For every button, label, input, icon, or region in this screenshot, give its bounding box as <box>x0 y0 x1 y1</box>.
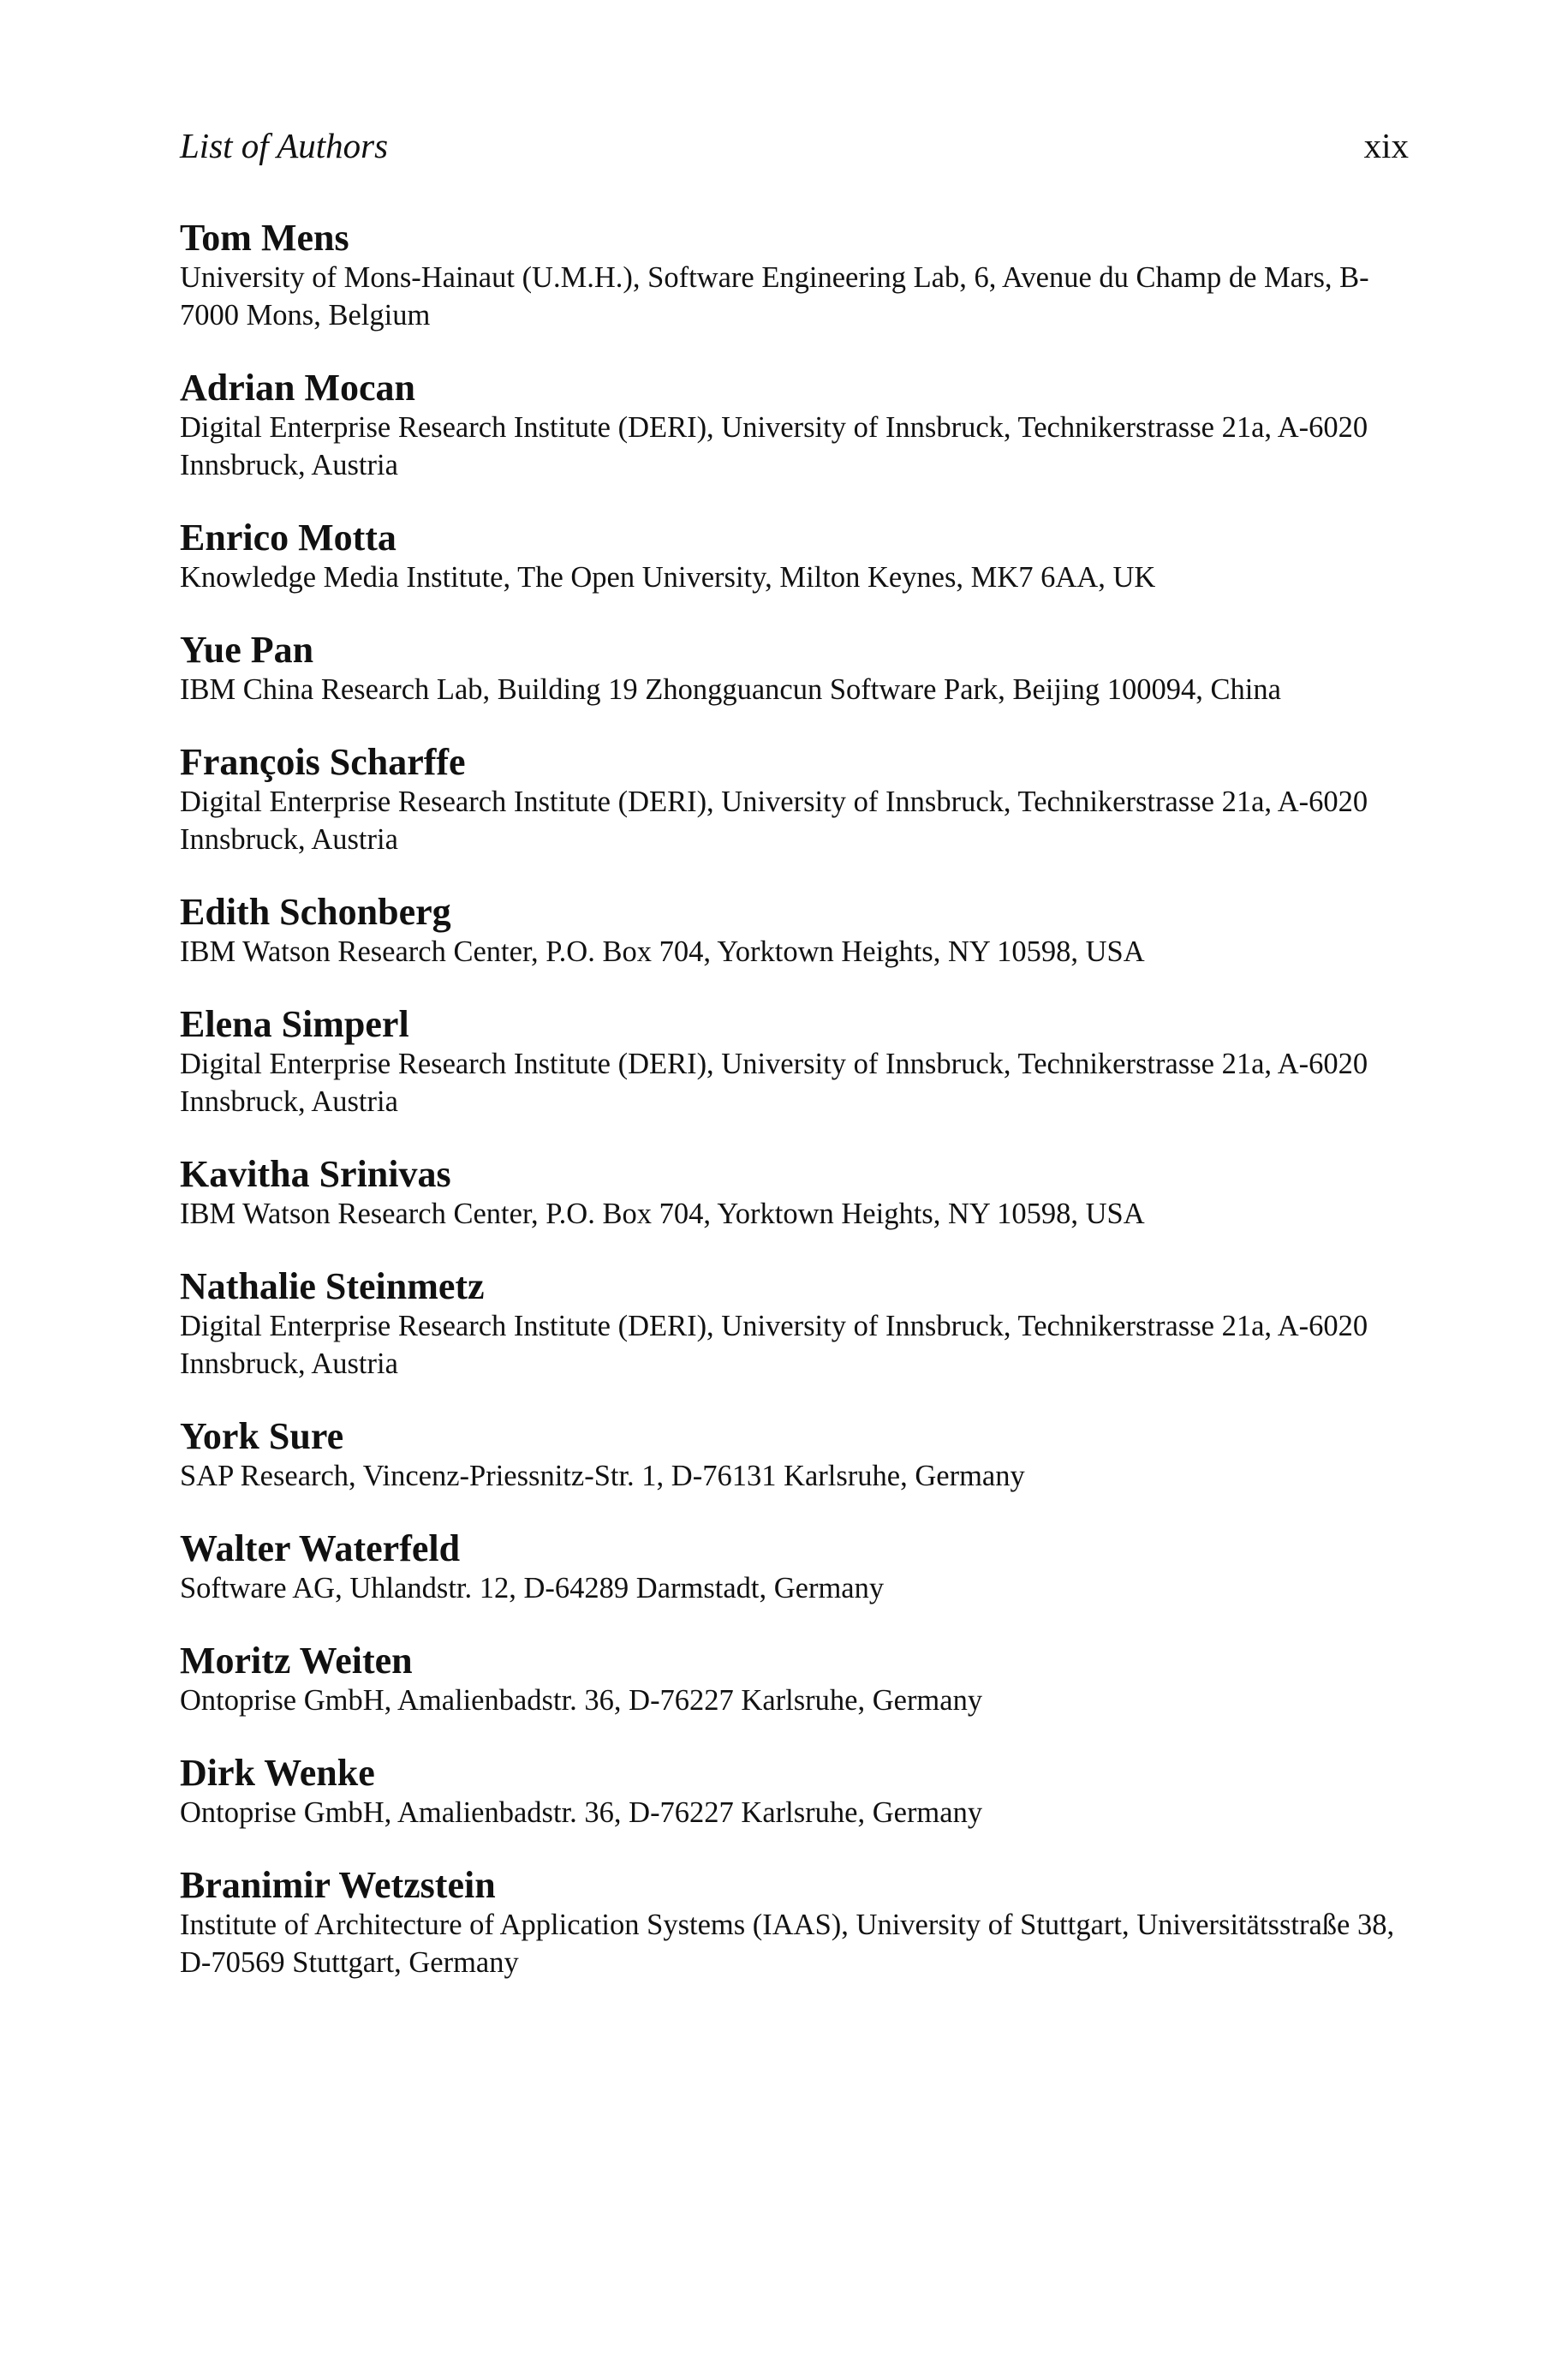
author-entry <box>180 519 1409 596</box>
author-name: Tom Mens <box>180 217 349 259</box>
running-head <box>180 128 1409 180</box>
author-affiliation: Knowledge Media Institute, The Open University, Milton Keynes, MK7 6AA, UK <box>180 561 1156 594</box>
author-affiliation: SAP Research, Vincenz-Priessnitz-Str. 1, D-76131 Karlsruhe, Germany <box>180 1460 1025 1492</box>
author-name: Moritz Weiten <box>180 1640 413 1682</box>
page-number: xix <box>1363 126 1409 165</box>
author-name: Kavitha Srinivas <box>180 1153 451 1195</box>
author-entry <box>180 1003 1409 1120</box>
author-entry <box>180 1754 1409 1831</box>
author-name: York Sure <box>180 1415 344 1457</box>
author-entry <box>180 1527 1409 1607</box>
author-entry <box>180 631 1409 708</box>
author-entry <box>180 893 1409 971</box>
author-affiliation: University of Mons-Hainaut (U.M.H.), Software Engineering Lab, 6, Avenue du Champ de Mars, B-7000 Mons, Belgium <box>180 261 1369 332</box>
author-affiliation: Digital Enterprise Research Institute (DERI), University of Innsbruck, Technikerstrasse 21a, A-6020 Innsbruck, Austria <box>180 1310 1368 1380</box>
author-name: Nathalie Steinmetz <box>180 1265 485 1307</box>
author-affiliation: Ontoprise GmbH, Amalienbadstr. 36, D-76227 Karlsruhe, Germany <box>180 1684 983 1717</box>
author-name: Dirk Wenke <box>180 1752 375 1794</box>
author-entry <box>180 369 1409 484</box>
author-affiliation: IBM Watson Research Center, P.O. Box 704, Yorktown Heights, NY 10598, USA <box>180 1198 1145 1230</box>
author-affiliation: Digital Enterprise Research Institute (DERI), University of Innsbruck, Technikerstrasse 21a, A-6020 Innsbruck, Austria <box>180 411 1368 481</box>
author-name: Yue Pan <box>180 629 314 671</box>
author-affiliation: IBM Watson Research Center, P.O. Box 704, Yorktown Heights, NY 10598, USA <box>180 935 1145 968</box>
author-affiliation: IBM China Research Lab, Building 19 Zhongguancun Software Park, Beijing 100094, China <box>180 673 1281 706</box>
running-head-title: List of Authors <box>180 126 389 165</box>
author-entry <box>180 1415 1409 1495</box>
author-entry <box>180 1642 1409 1719</box>
author-affiliation: Software AG, Uhlandstr. 12, D-64289 Darmstadt, Germany <box>180 1572 885 1604</box>
author-affiliation: Institute of Architecture of Application Systems (IAAS), University of Stuttgart, Universitätsstraße 38, D-70569 Stuttgart, Germany <box>180 1909 1395 1979</box>
author-entry <box>180 741 1409 858</box>
author-name: Adrian Mocan <box>180 367 415 409</box>
author-entry <box>180 1864 1409 1981</box>
author-name: François Scharffe <box>180 741 466 783</box>
author-entry <box>180 1153 1409 1233</box>
author-affiliation: Digital Enterprise Research Institute (DERI), University of Innsbruck, Technikerstrasse 21a, A-6020 Innsbruck, Austria <box>180 1048 1368 1118</box>
author-name: Enrico Motta <box>180 517 396 559</box>
author-affiliation: Digital Enterprise Research Institute (DERI), University of Innsbruck, Technikerstrasse 21a, A-6020 Innsbruck, Austria <box>180 786 1368 856</box>
author-affiliation: Ontoprise GmbH, Amalienbadstr. 36, D-76227 Karlsruhe, Germany <box>180 1796 983 1829</box>
author-name: Branimir Wetzstein <box>180 1864 496 1906</box>
book-page <box>180 128 1409 2017</box>
author-name: Walter Waterfeld <box>180 1527 461 1569</box>
author-entry <box>180 219 1409 334</box>
author-list <box>180 219 1409 1981</box>
author-name: Edith Schonberg <box>180 891 451 933</box>
author-entry <box>180 1265 1409 1383</box>
author-name: Elena Simperl <box>180 1003 409 1045</box>
